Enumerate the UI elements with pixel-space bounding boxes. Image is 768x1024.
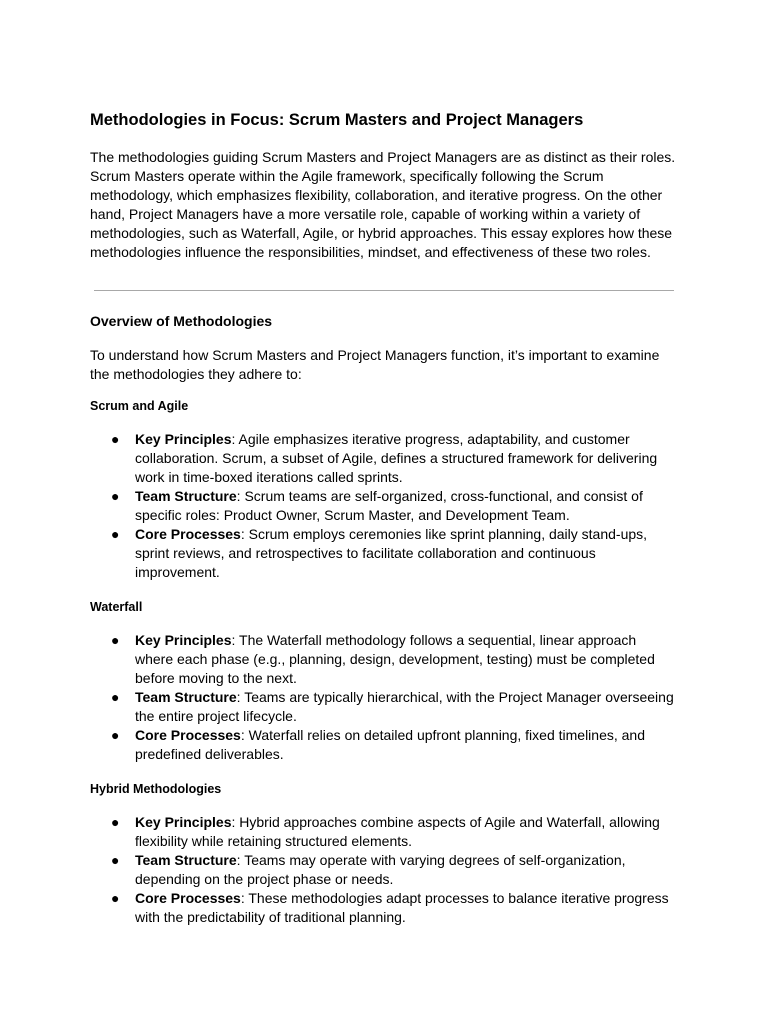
list-item <box>90 631 678 688</box>
item-text: : Scrum employs ceremonies like sprint planning, daily stand-ups, sprint reviews, and retrospectives to facilitate collaboration and continuous improvement. <box>135 526 648 580</box>
bullet-icon: ● <box>111 431 120 447</box>
list-item <box>90 525 678 582</box>
section-scrum-and-agile <box>90 398 678 582</box>
item-text: : Hybrid approaches combine aspects of Agile and Waterfall, allowing flexibility while retaining structured elements. <box>135 814 660 849</box>
list-item <box>90 487 678 525</box>
bullet-icon: ● <box>111 632 120 648</box>
item-text: : The Waterfall methodology follows a sequential, linear approach where each phase (e.g., planning, design, development, testing) must be completed before moving to the next. <box>135 632 655 686</box>
item-text: : Waterfall relies on detailed upfront planning, fixed timelines, and predefined deliverables. <box>135 727 645 762</box>
bullet-icon: ● <box>111 727 120 743</box>
section-divider <box>94 290 674 291</box>
item-term: Team Structure <box>135 488 237 504</box>
item-term: Team Structure <box>135 852 237 868</box>
section-heading: Scrum and Agile <box>90 399 189 413</box>
bullet-list <box>90 430 678 582</box>
item-term: Key Principles <box>135 814 232 830</box>
bullet-icon: ● <box>111 852 120 868</box>
list-item <box>90 851 678 889</box>
item-term: Core Processes <box>135 727 241 743</box>
item-text: : Agile emphasizes iterative progress, adaptability, and customer collaboration. Scrum, a subset of Agile, defines a structured framework for delivering work in time-boxed iterations called sprints. <box>135 431 658 485</box>
item-term: Team Structure <box>135 689 237 705</box>
document-title: Methodologies in Focus: Scrum Masters and Project Managers <box>90 111 584 129</box>
intro-paragraph: The methodologies guiding Scrum Masters and Project Managers are as distinct as their roles. Scrum Masters operate within the Agile framework, specifically following the Scrum methodology, which emphasizes flexibility, collaboration, and iterative progress. On the other hand, Project Managers have a more versatile role, capable of working within a variety of methodologies, such as Waterfall, Agile, or hybrid approaches. This essay explores how these methodologies influence the responsibilities, mindset, and effectiveness of these two roles. <box>90 149 676 260</box>
item-text: : Teams may operate with varying degrees of self-organization, depending on the project phase or needs. <box>135 852 626 887</box>
list-item <box>90 726 678 764</box>
bullet-icon: ● <box>111 689 120 705</box>
bullet-icon: ● <box>111 890 120 906</box>
list-item <box>90 430 678 487</box>
overview-heading: Overview of Methodologies <box>90 313 273 329</box>
section-heading: Hybrid Methodologies <box>90 782 222 796</box>
item-text: : Teams are typically hierarchical, with the Project Manager overseeing the entire project lifecycle. <box>135 689 674 724</box>
item-term: Key Principles <box>135 431 232 447</box>
bullet-icon: ● <box>111 526 120 542</box>
section-hybrid-methodologies <box>90 781 678 927</box>
list-item <box>90 688 678 726</box>
item-term: Core Processes <box>135 526 241 542</box>
item-term: Core Processes <box>135 890 241 906</box>
section-waterfall <box>90 599 678 764</box>
section-heading: Waterfall <box>90 600 143 614</box>
item-text: : These methodologies adapt processes to balance iterative progress with the predictability of traditional planning. <box>135 890 669 925</box>
overview-lead-paragraph: To understand how Scrum Masters and Project Managers function, it’s important to examine the methodologies they adhere to: <box>90 347 660 382</box>
bullet-list <box>90 631 678 764</box>
bullet-icon: ● <box>111 488 120 504</box>
bullet-icon: ● <box>111 814 120 830</box>
list-item <box>90 889 678 927</box>
bullet-list <box>90 813 678 927</box>
item-text: : Scrum teams are self-organized, cross-functional, and consist of specific roles: Product Owner, Scrum Master, and Development Team. <box>135 488 643 523</box>
item-term: Key Principles <box>135 632 232 648</box>
list-item <box>90 813 678 851</box>
